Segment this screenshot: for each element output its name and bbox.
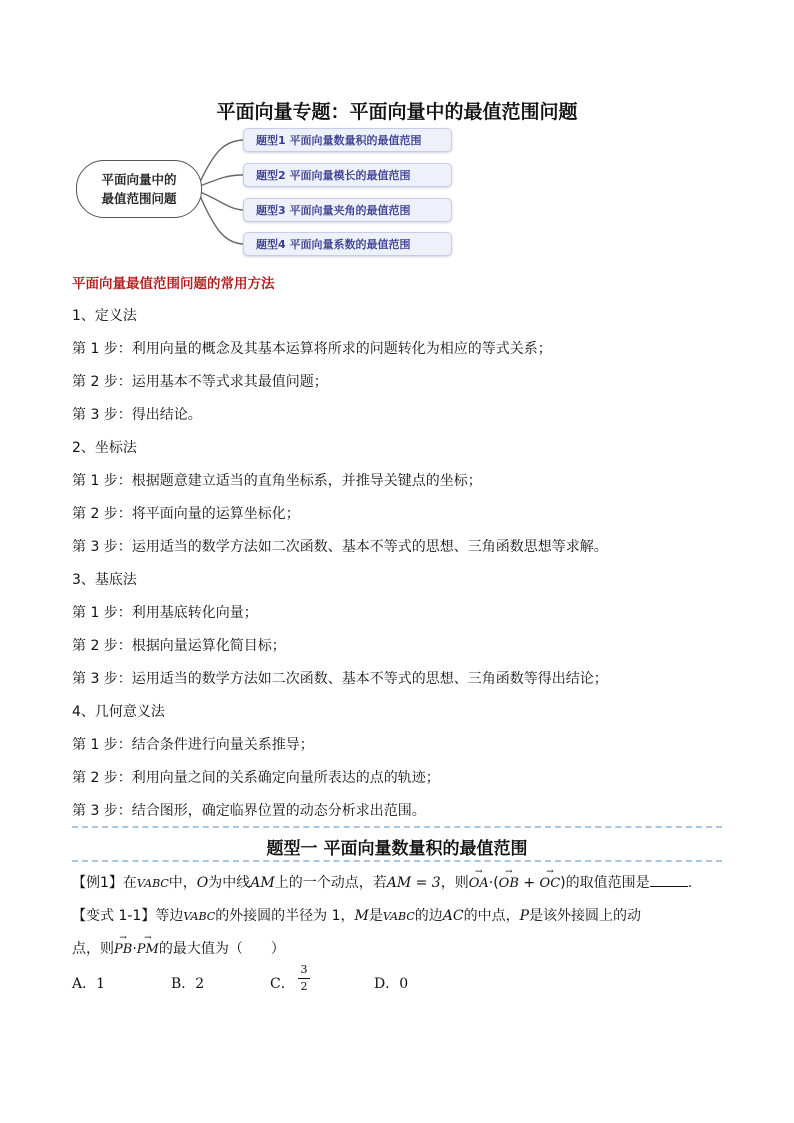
method-line: 第 3 步：运用适当的数学方法如二次函数、基本不等式的思想、三角函数等得出结论； xyxy=(72,671,608,687)
method-line: 第 3 步：运用适当的数学方法如二次函数、基本不等式的思想、三角函数思想等求解。 xyxy=(72,539,608,555)
method-line: 第 3 步：得出结论。 xyxy=(72,407,202,423)
method-line: 3、基底法 xyxy=(72,572,137,588)
mindmap-branch-4: 题型4 平面向量系数的最值范围 xyxy=(243,232,452,256)
method-line: 第 3 步：结合图形，确定临界位置的动态分析求出范围。 xyxy=(72,803,426,819)
mindmap-root xyxy=(76,160,202,218)
option-c-fraction: 3 2 xyxy=(298,964,310,993)
option-a: A．1 xyxy=(72,976,106,992)
method-line: 1、定义法 xyxy=(72,308,137,324)
mindmap-root-line2: 最值范围问题 xyxy=(101,191,177,206)
method-line: 2、坐标法 xyxy=(72,440,137,456)
method-line: 第 2 步：运用基本不等式求其最值问题； xyxy=(72,374,328,390)
method-line: 第 2 步：根据向量运算化简目标； xyxy=(72,638,286,654)
method-line: 第 1 步：根据题意建立适当的直角坐标系，并推导关键点的坐标； xyxy=(72,473,482,489)
method-line: 第 1 步：利用向量的概念及其基本运算将所求的问题转化为相应的等式关系； xyxy=(72,341,552,357)
section-divider-top xyxy=(72,826,722,828)
option-c: C． xyxy=(270,976,295,992)
option-b: B．2 xyxy=(171,976,205,992)
mindmap-branch-2: 题型2 平面向量模长的最值范围 xyxy=(243,163,452,187)
method-line: 4、几何意义法 xyxy=(72,704,165,720)
option-d: D．0 xyxy=(374,976,409,992)
answer-blank xyxy=(650,874,688,887)
page-title: 平面向量专题：平面向量中的最值范围问题 xyxy=(216,101,578,123)
method-line: 第 2 步：利用向量之间的关系确定向量所表达的点的轨迹； xyxy=(72,770,440,786)
method-line: 第 2 步：将平面向量的运算坐标化； xyxy=(72,506,300,522)
section-divider-bottom xyxy=(72,860,722,862)
example-1: 【例1】在VABC中，O为中线AM上的一个动点，若AM = 3，则→ OA·(→ OB + → OC)的取值范围是 . xyxy=(72,872,692,892)
mindmap-branch-1: 题型1 平面向量数量积的最值范围 xyxy=(243,128,452,152)
section-title: 题型一 平面向量数量积的最值范围 xyxy=(266,839,528,859)
mindmap-root-line1: 平面向量中的 xyxy=(101,172,177,187)
methods-heading: 平面向量最值范围问题的常用方法 xyxy=(72,276,275,292)
variant-1-1-line1: 【变式 1-1】等边VABC的外接圆的半径为 1，M是VABC的边AC的中点，P是该外接圆上的动 xyxy=(72,908,641,924)
variant-1-1-line2: 点，则→ PB·→ PM的最大值为（ ） xyxy=(72,938,285,958)
mindmap-branch-3: 题型3 平面向量夹角的最值范围 xyxy=(243,198,452,222)
method-line: 第 1 步：结合条件进行向量关系推导； xyxy=(72,737,314,753)
method-line: 第 1 步：利用基底转化向量； xyxy=(72,605,258,621)
